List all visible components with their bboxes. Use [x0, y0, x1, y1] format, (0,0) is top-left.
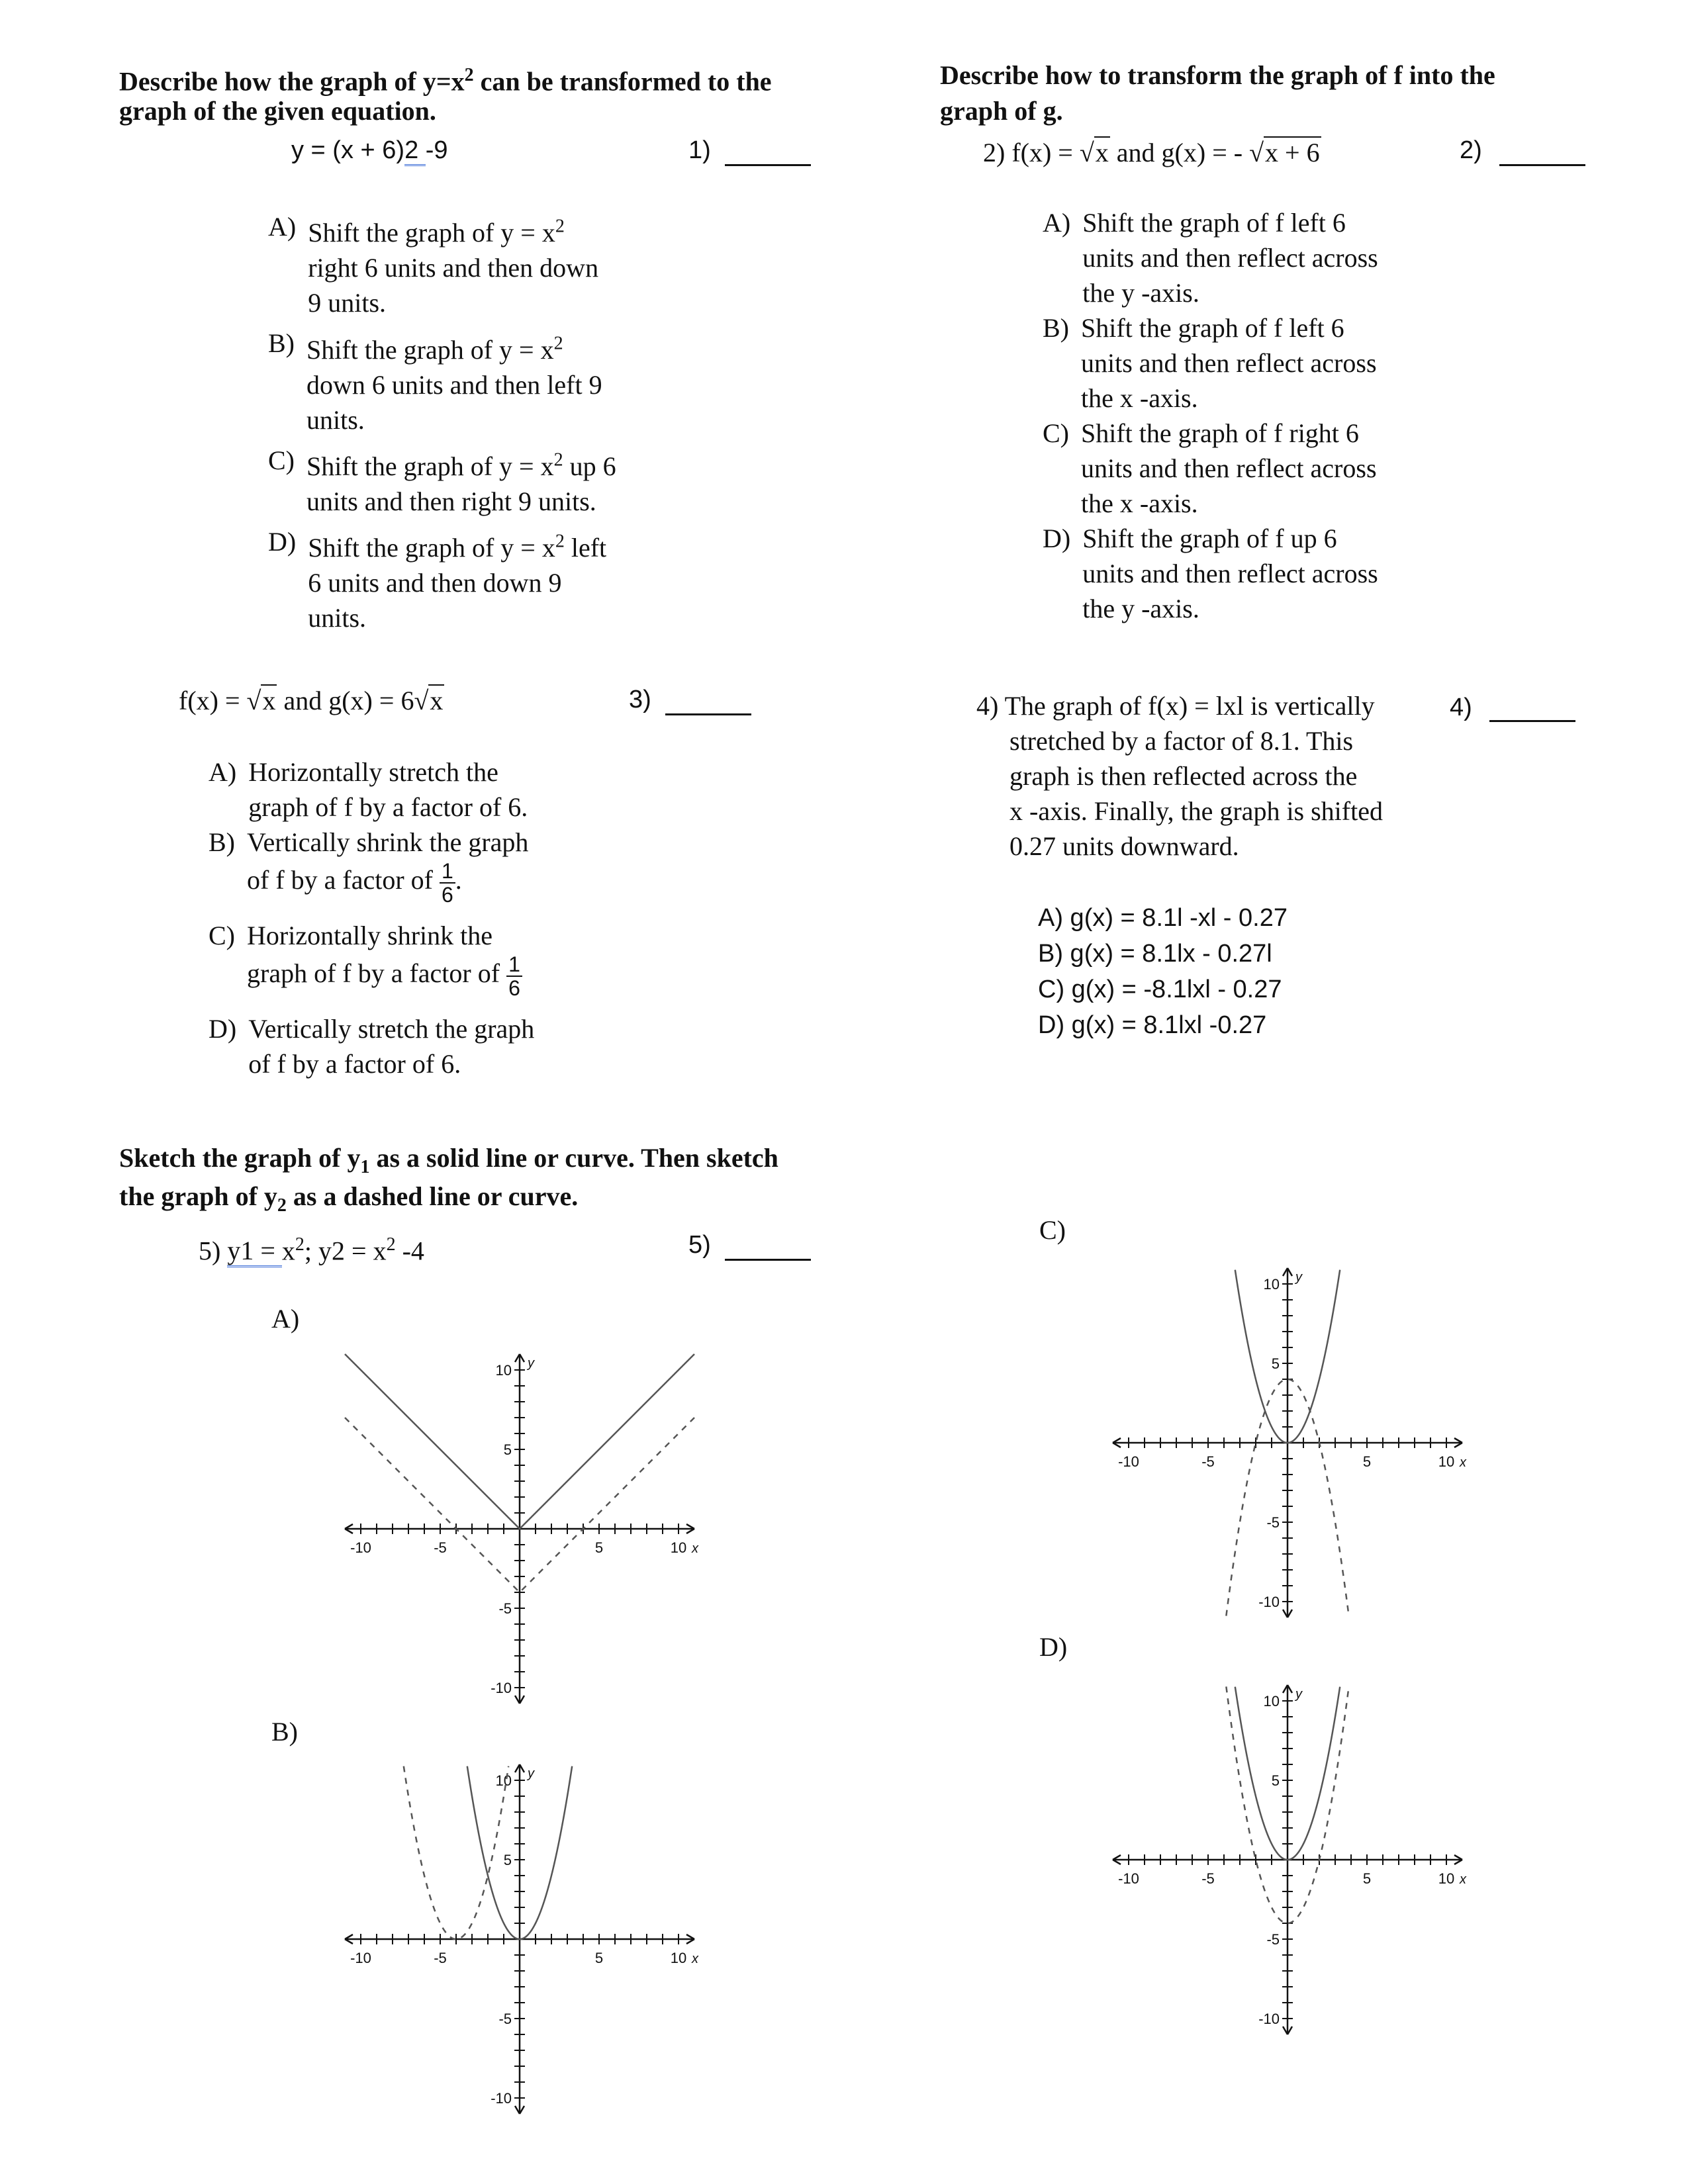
x-tick-label: 5 [594, 1539, 604, 1556]
q2-heading-line2: graph of g. [940, 96, 1063, 126]
q3-number: 3) [629, 686, 651, 713]
x-axis-label: x [1460, 1455, 1466, 1470]
q5-number: 5) [688, 1231, 711, 1259]
choice-letter: B) [1043, 313, 1069, 343]
graph-c[interactable] [1072, 1244, 1503, 1641]
q2-heading: Describe how to transform the graph of f into the [940, 60, 1495, 90]
q1-choice-d[interactable] [268, 524, 616, 635]
choice-letter: D) [268, 526, 297, 557]
q4-line: 0.27 units downward. [1009, 831, 1239, 861]
q4-choice-b[interactable]: B) g(x) = 8.1lx - 0.27l [1038, 940, 1272, 968]
choice-line: Horizontally stretch the [248, 757, 498, 787]
choice-line: units and then right 9 units. [306, 486, 596, 516]
graph-label-b[interactable]: B) [271, 1717, 298, 1747]
choice-letter: C) [1043, 418, 1069, 448]
y-axis-label: y [528, 1356, 534, 1371]
y-tick-label: -5 [498, 2011, 512, 2027]
q4-number: 4) [1450, 694, 1472, 721]
q1-heading-text: Describe how the graph of y=x [119, 66, 465, 97]
y-tick-label: -5 [498, 1600, 512, 1617]
x-tick-label: -10 [350, 1950, 371, 1966]
q4-choice-d[interactable]: D) g(x) = 8.1lxl -0.27 [1038, 1011, 1267, 1039]
y-tick-label: 5 [503, 1441, 512, 1458]
x-tick-label: 10 [1438, 1453, 1455, 1470]
y-tick-label: 10 [1263, 1693, 1280, 1709]
choice-line: units and then reflect across [1081, 348, 1377, 378]
q4-choice-a[interactable]: A) g(x) = 8.1l -xl - 0.27 [1038, 904, 1288, 932]
graph-label-a[interactable]: A) [271, 1304, 300, 1334]
y-tick-label: 10 [495, 1362, 512, 1379]
choice-line: Shift the graph of f left 6 [1081, 313, 1344, 343]
y-tick-label: -5 [1266, 1514, 1280, 1531]
choice-letter: C) [209, 921, 235, 950]
y-tick-label: -10 [1258, 1594, 1280, 1610]
q4-line: 4) The graph of f(x) = lxl is vertically [976, 691, 1375, 721]
choice-line: 9 units. [308, 288, 387, 318]
q3-choice-a[interactable] [209, 754, 534, 825]
q3-choice-b[interactable]: B) Vertically shrink the graph of f by a factor of $\frac{1}{6}$ . [209, 827, 529, 907]
q3-prompt: f(x) = √x and g(x) = 6√x [179, 686, 444, 715]
graph-b[interactable] [305, 1741, 735, 2138]
q4-line: x -axis. Finally, the graph is shifted [1009, 796, 1383, 826]
q4-answer-blank[interactable] [1489, 694, 1575, 725]
choice-line: units. [308, 603, 367, 633]
choice-line: Shift the graph of f left 6 [1082, 208, 1346, 238]
q4-line: stretched by a factor of 8.1. This [1009, 726, 1354, 756]
choice-line: graph of f by a factor of 6. [248, 792, 528, 822]
q4-choice-c[interactable]: C) g(x) = -8.1lxl - 0.27 [1038, 976, 1282, 1003]
x-tick-label: 5 [1362, 1870, 1372, 1887]
x-tick-label: -5 [434, 1539, 447, 1556]
fraction: $\frac{1}{6}$ [440, 860, 455, 906]
choice-line: Vertically stretch the graph [248, 1014, 535, 1044]
choice-line: Shift the graph of f up 6 [1082, 523, 1337, 553]
q3-choice-d[interactable] [209, 1011, 534, 1081]
q5-answer-blank[interactable] [725, 1232, 811, 1264]
q2-choice-c[interactable] [1043, 416, 1378, 521]
q2-choice-b[interactable] [1043, 310, 1378, 416]
choice-letter: A) [209, 757, 237, 787]
choice-line: Shift the graph of $y = x^2$ [306, 333, 563, 365]
choice-letter: A) [1043, 208, 1071, 238]
q2-choice-a[interactable] [1043, 205, 1378, 310]
q1-heading-line2: graph of the given equation. [119, 96, 436, 126]
q5-heading-line2: the graph of $y_2$ as a dashed line or curve. [119, 1181, 579, 1216]
q1-answer-blank[interactable] [725, 138, 811, 169]
q2-answer-blank[interactable] [1499, 138, 1585, 169]
y-axis-label: y [1295, 1270, 1302, 1285]
q2-choice-d[interactable] [1043, 521, 1378, 626]
y-tick-label: -5 [1266, 1931, 1280, 1948]
q4-line: graph is then reflected across the [1009, 761, 1358, 791]
q4-choices [1038, 900, 1288, 1043]
y-tick-label: 5 [503, 1852, 512, 1868]
choice-letter: D) [209, 1014, 237, 1044]
x-axis-label: x [1460, 1872, 1466, 1887]
q3-answer-blank[interactable] [665, 687, 751, 719]
x-tick-label: 5 [594, 1950, 604, 1966]
choice-line: 6 units and then down 9 [308, 568, 562, 598]
q2-number: 2) [1460, 136, 1482, 164]
q4-prompt [976, 688, 1383, 864]
x-tick-label: 10 [1438, 1870, 1455, 1887]
y-axis-label: y [528, 1766, 534, 1781]
choice-line: Shift the graph of $y = x^2$ left [308, 531, 607, 563]
y-tick-label: -10 [491, 1680, 512, 1696]
y-tick-label: 10 [495, 1772, 512, 1789]
choice-letter: C) [268, 445, 295, 475]
q2-prompt: 2) f(x) = √x and g(x) = - √x + 6 [983, 138, 1320, 167]
choice-letter: D) [1043, 523, 1071, 553]
choice-line: Shift the graph of $y = x^2$ up 6 [306, 449, 616, 481]
q1-choice-b[interactable] [268, 326, 616, 437]
y-tick-label: -10 [1258, 2011, 1280, 2027]
choice-line: Vertically shrink the graph [247, 827, 529, 857]
choice-letter: B) [209, 827, 235, 857]
choice-line: of f by a factor of [247, 865, 433, 895]
y-tick-label: 5 [1271, 1772, 1280, 1789]
choice-line: down 6 units and then left 9 [306, 369, 602, 400]
y-tick-label: -10 [491, 2090, 512, 2107]
choice-line: Shift the graph of f right 6 [1081, 418, 1359, 448]
q1-heading-text-end: can be transformed to the [473, 66, 772, 97]
choice-line: the x -axis. [1081, 488, 1198, 518]
q5-prompt: 5) $y1 = x^2$; $y2 = x^2$ -4 [199, 1227, 424, 1268]
x-tick-label: -10 [1118, 1453, 1139, 1470]
choice-line: of f by a factor of 6. [248, 1049, 461, 1079]
fraction: $\frac{1}{6}$ [506, 953, 522, 999]
x-axis-label: x [692, 1541, 698, 1556]
x-tick-label: 5 [1362, 1453, 1372, 1470]
y-tick-label: 10 [1263, 1276, 1280, 1293]
choice-letter: A) [268, 212, 297, 242]
x-tick-label: -5 [1201, 1870, 1215, 1887]
q1-choices [268, 209, 616, 635]
q3-choice-c[interactable] [209, 918, 534, 999]
graph-a[interactable] [305, 1330, 735, 1727]
choice-line: units and then reflect across [1082, 243, 1378, 273]
x-tick-label: -10 [350, 1539, 371, 1556]
series-y2-curve [404, 1766, 508, 1939]
q1-heading-sup: 2 [464, 65, 474, 85]
choice-line: graph of f by a factor of [247, 958, 500, 989]
y-axis-label: y [1295, 1687, 1302, 1702]
choice-line: right 6 units and then down [308, 253, 599, 283]
q1-choice-a[interactable] [268, 209, 616, 320]
x-tick-label: -5 [1201, 1453, 1215, 1470]
x-tick-label: -10 [1118, 1870, 1139, 1887]
x-tick-label: 10 [670, 1950, 687, 1966]
q5-heading: Sketch the graph of $y_1$ as a solid line or curve. Then sketch [119, 1143, 778, 1177]
choice-letter: B) [268, 328, 295, 359]
x-tick-label: -5 [434, 1950, 447, 1966]
q1-number: 1) [688, 136, 711, 164]
choice-line: Shift the graph of $y = x^2$ [308, 216, 565, 248]
choice-line: Horizontally shrink the [247, 921, 493, 950]
q2-choices [1043, 205, 1378, 626]
x-tick-label: 10 [670, 1539, 687, 1556]
q1-choice-c[interactable] [268, 443, 616, 519]
graph-label-d[interactable]: D) [1039, 1632, 1068, 1662]
x-axis-label: x [692, 1952, 698, 1966]
graph-d[interactable] [1072, 1661, 1503, 2058]
y-tick-label: 5 [1271, 1355, 1280, 1372]
graph-label-c[interactable]: C) [1039, 1215, 1066, 1245]
q3-choices [209, 754, 534, 1081]
choice-line: the x -axis. [1081, 383, 1198, 413]
choice-line: units and then reflect across [1082, 559, 1378, 588]
choice-line: the y -axis. [1082, 278, 1199, 308]
choice-line: the y -axis. [1082, 594, 1199, 623]
q1-equation: y = (x + 6)2 -9 [291, 136, 448, 165]
choice-line: units. [306, 404, 365, 435]
choice-line: units and then reflect across [1081, 453, 1377, 483]
